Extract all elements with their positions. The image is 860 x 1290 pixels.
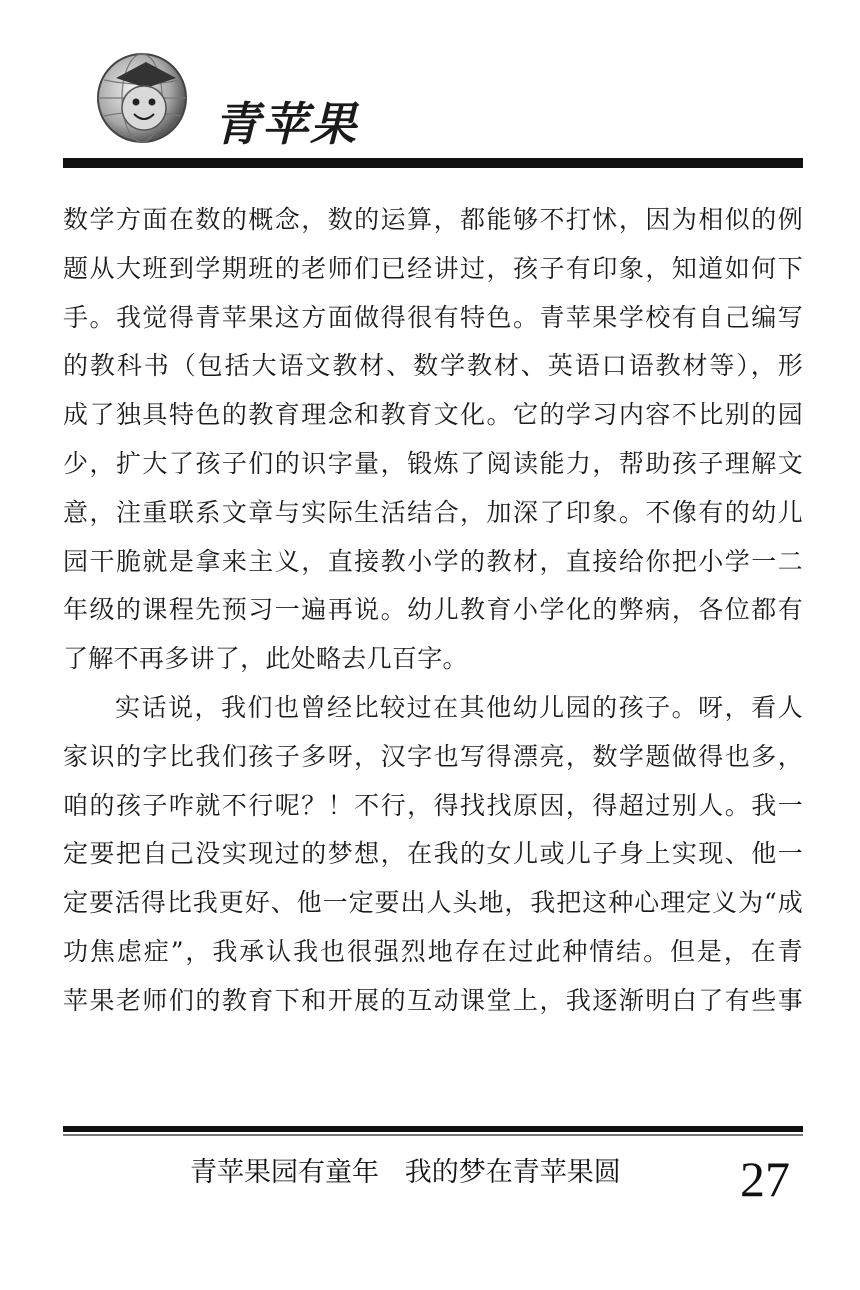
- footer-divider-thin: [63, 1134, 803, 1136]
- text-line: 家识的字比我们孩子多呀，汉字也写得漂亮，数学题做得也多，: [63, 741, 803, 771]
- text-line: 成了独具特色的教育理念和教育文化。它的学习内容不比别的园: [63, 400, 803, 430]
- text-line: 意，注重联系文章与实际生活结合，加深了印象。不像有的幼儿: [63, 497, 803, 527]
- text-line: 咱的孩子咋就不行呢？！不行，得找找原因，得超过别人。我一: [63, 790, 803, 820]
- text-line: 年级的课程先预习一遍再说。幼儿教育小学化的弊病，各位都有: [63, 595, 803, 625]
- text-line: 数学方面在数的概念，数的运算，都能够不打怵，因为相似的例: [63, 205, 803, 234]
- globe-mascot-icon: [96, 52, 188, 144]
- footer-title: 青苹果园有童年 我的梦在青苹果圆: [190, 1157, 621, 1188]
- text-line: 定要把自己没实现过的梦想，在我的女儿或儿子身上实现、他一: [63, 839, 803, 869]
- text-line: 苹果老师们的教育下和开展的互动课堂上，我逐渐明白了有些事: [63, 985, 803, 1015]
- text-line: 园干脆就是拿来主义，直接教小学的教材，直接给你把小学一二: [63, 546, 803, 576]
- text-line: 少，扩大了孩子们的识字量，锻炼了阅读能力，帮助孩子理解文: [63, 448, 803, 478]
- page-header: [96, 52, 796, 152]
- footer-divider: [63, 1126, 803, 1132]
- page-number: 27: [740, 1151, 790, 1207]
- header-divider: [63, 158, 803, 168]
- text-line: 题从大班到学期班的老师们已经讲过，孩子有印象，知道如何下: [63, 253, 803, 283]
- article-body: [63, 196, 803, 1026]
- text-line: 的教科书（包括大语文教材、数学教材、英语口语教材等），形: [63, 351, 803, 381]
- text-line: 实话说，我们也曾经比较过在其他幼儿园的孩子。呀，看人: [115, 692, 803, 722]
- text-line: 功焦虑症”，我承认我也很强烈地存在过此种情结。但是，在青: [63, 936, 803, 966]
- brand-title: 青苹果: [214, 97, 358, 151]
- text-line: 手。我觉得青苹果这方面做得很有特色。青苹果学校有自己编写: [63, 302, 803, 332]
- text-line: 定要活得比我更好、他一定要出人头地，我把这种心理定义为“成: [63, 888, 803, 918]
- text-line: 了解不再多讲了，此处略去几百字。: [63, 644, 468, 674]
